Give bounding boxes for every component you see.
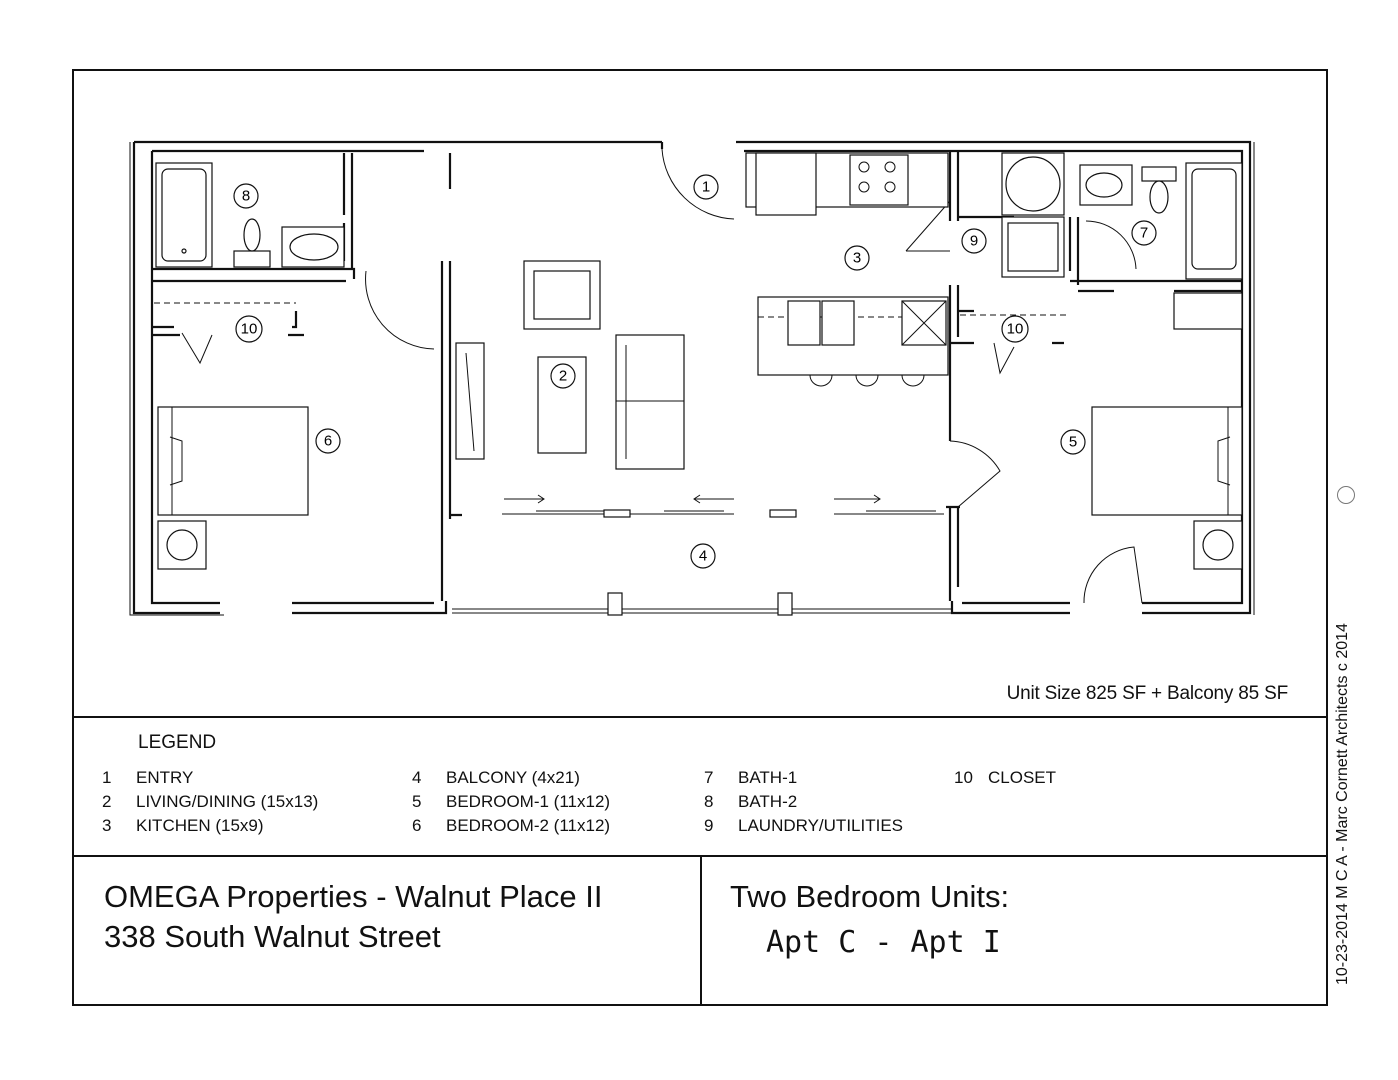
room-tag-10-left xyxy=(236,316,262,342)
svg-text:4: 4 xyxy=(698,547,708,565)
bedroom-1-furniture xyxy=(1092,293,1242,569)
svg-text:2: 2 xyxy=(558,367,568,385)
unit-size-note: Unit Size 825 SF + Balcony 85 SF xyxy=(1006,683,1288,704)
room-tag-3 xyxy=(845,246,869,270)
legend-column-1 xyxy=(102,766,318,838)
floor-plan xyxy=(74,71,1326,716)
svg-text:9: 9 xyxy=(969,232,979,250)
legend-column-4 xyxy=(954,766,1056,790)
bath-1-fixtures xyxy=(1080,163,1242,279)
project-info xyxy=(74,857,702,1006)
svg-text:5: 5 xyxy=(1068,433,1078,451)
project-address: 338 South Walnut Street xyxy=(104,919,441,954)
bedroom-2-furniture xyxy=(158,407,308,569)
kitchen-fixtures xyxy=(746,153,948,386)
architect-credit: 10-23-2014 M C A - Marc Cornett Architects c 2014 xyxy=(1334,623,1351,985)
legend-column-3 xyxy=(704,766,903,838)
legend-item: 10 CLOSET xyxy=(954,768,1057,787)
balcony-sliding-doors xyxy=(502,495,944,517)
living-furniture xyxy=(456,261,684,469)
legend-item: 6 BEDROOM-2 (11x12) xyxy=(412,816,611,835)
legend-item: 4 BALCONY (4x21) xyxy=(412,768,580,787)
svg-text:8: 8 xyxy=(241,187,251,205)
apartment-range: Apt C - Apt I xyxy=(766,925,1001,960)
title-block xyxy=(74,855,1326,1006)
legend-item: 5 BEDROOM-1 (11x12) xyxy=(412,792,611,811)
legend xyxy=(74,716,1326,857)
room-tag-8 xyxy=(234,184,258,208)
room-tag-10-right xyxy=(1002,316,1028,342)
drawing-sheet xyxy=(72,69,1328,1006)
room-tag-6 xyxy=(316,429,340,453)
svg-text:6: 6 xyxy=(323,432,333,450)
room-tag-1 xyxy=(694,175,718,199)
interior-walls xyxy=(152,151,1242,601)
legend-item: 3 KITCHEN (15x9) xyxy=(102,816,264,835)
room-tag-2 xyxy=(551,364,575,388)
legend-item: 1 ENTRY xyxy=(102,768,194,787)
legend-title: LEGEND xyxy=(138,732,217,753)
laundry-fixtures xyxy=(1002,153,1064,277)
room-tag-4 xyxy=(691,544,715,568)
bath-2-fixtures xyxy=(156,163,344,267)
legend-item: 9 LAUNDRY/UTILITIES xyxy=(704,816,904,835)
svg-text:1: 1 xyxy=(701,178,711,196)
exterior-walls xyxy=(130,142,1254,615)
svg-text:10: 10 xyxy=(240,320,258,338)
room-tag-9 xyxy=(962,229,986,253)
room-tag-7 xyxy=(1132,221,1156,245)
legend-column-2 xyxy=(412,766,610,838)
svg-text:7: 7 xyxy=(1139,224,1149,242)
svg-text:3: 3 xyxy=(852,249,862,267)
legend-item: 8 BATH-2 xyxy=(704,792,798,811)
legend-item: 2 LIVING/DINING (15x13) xyxy=(102,792,319,811)
unit-type: Two Bedroom Units: xyxy=(730,879,1010,914)
floor-plan-drawing xyxy=(74,71,1326,716)
project-name: OMEGA Properties - Walnut Place II xyxy=(104,879,603,914)
legend-item: 7 BATH-1 xyxy=(704,768,798,787)
svg-text:10: 10 xyxy=(1006,320,1024,338)
room-tag-5 xyxy=(1061,430,1085,454)
